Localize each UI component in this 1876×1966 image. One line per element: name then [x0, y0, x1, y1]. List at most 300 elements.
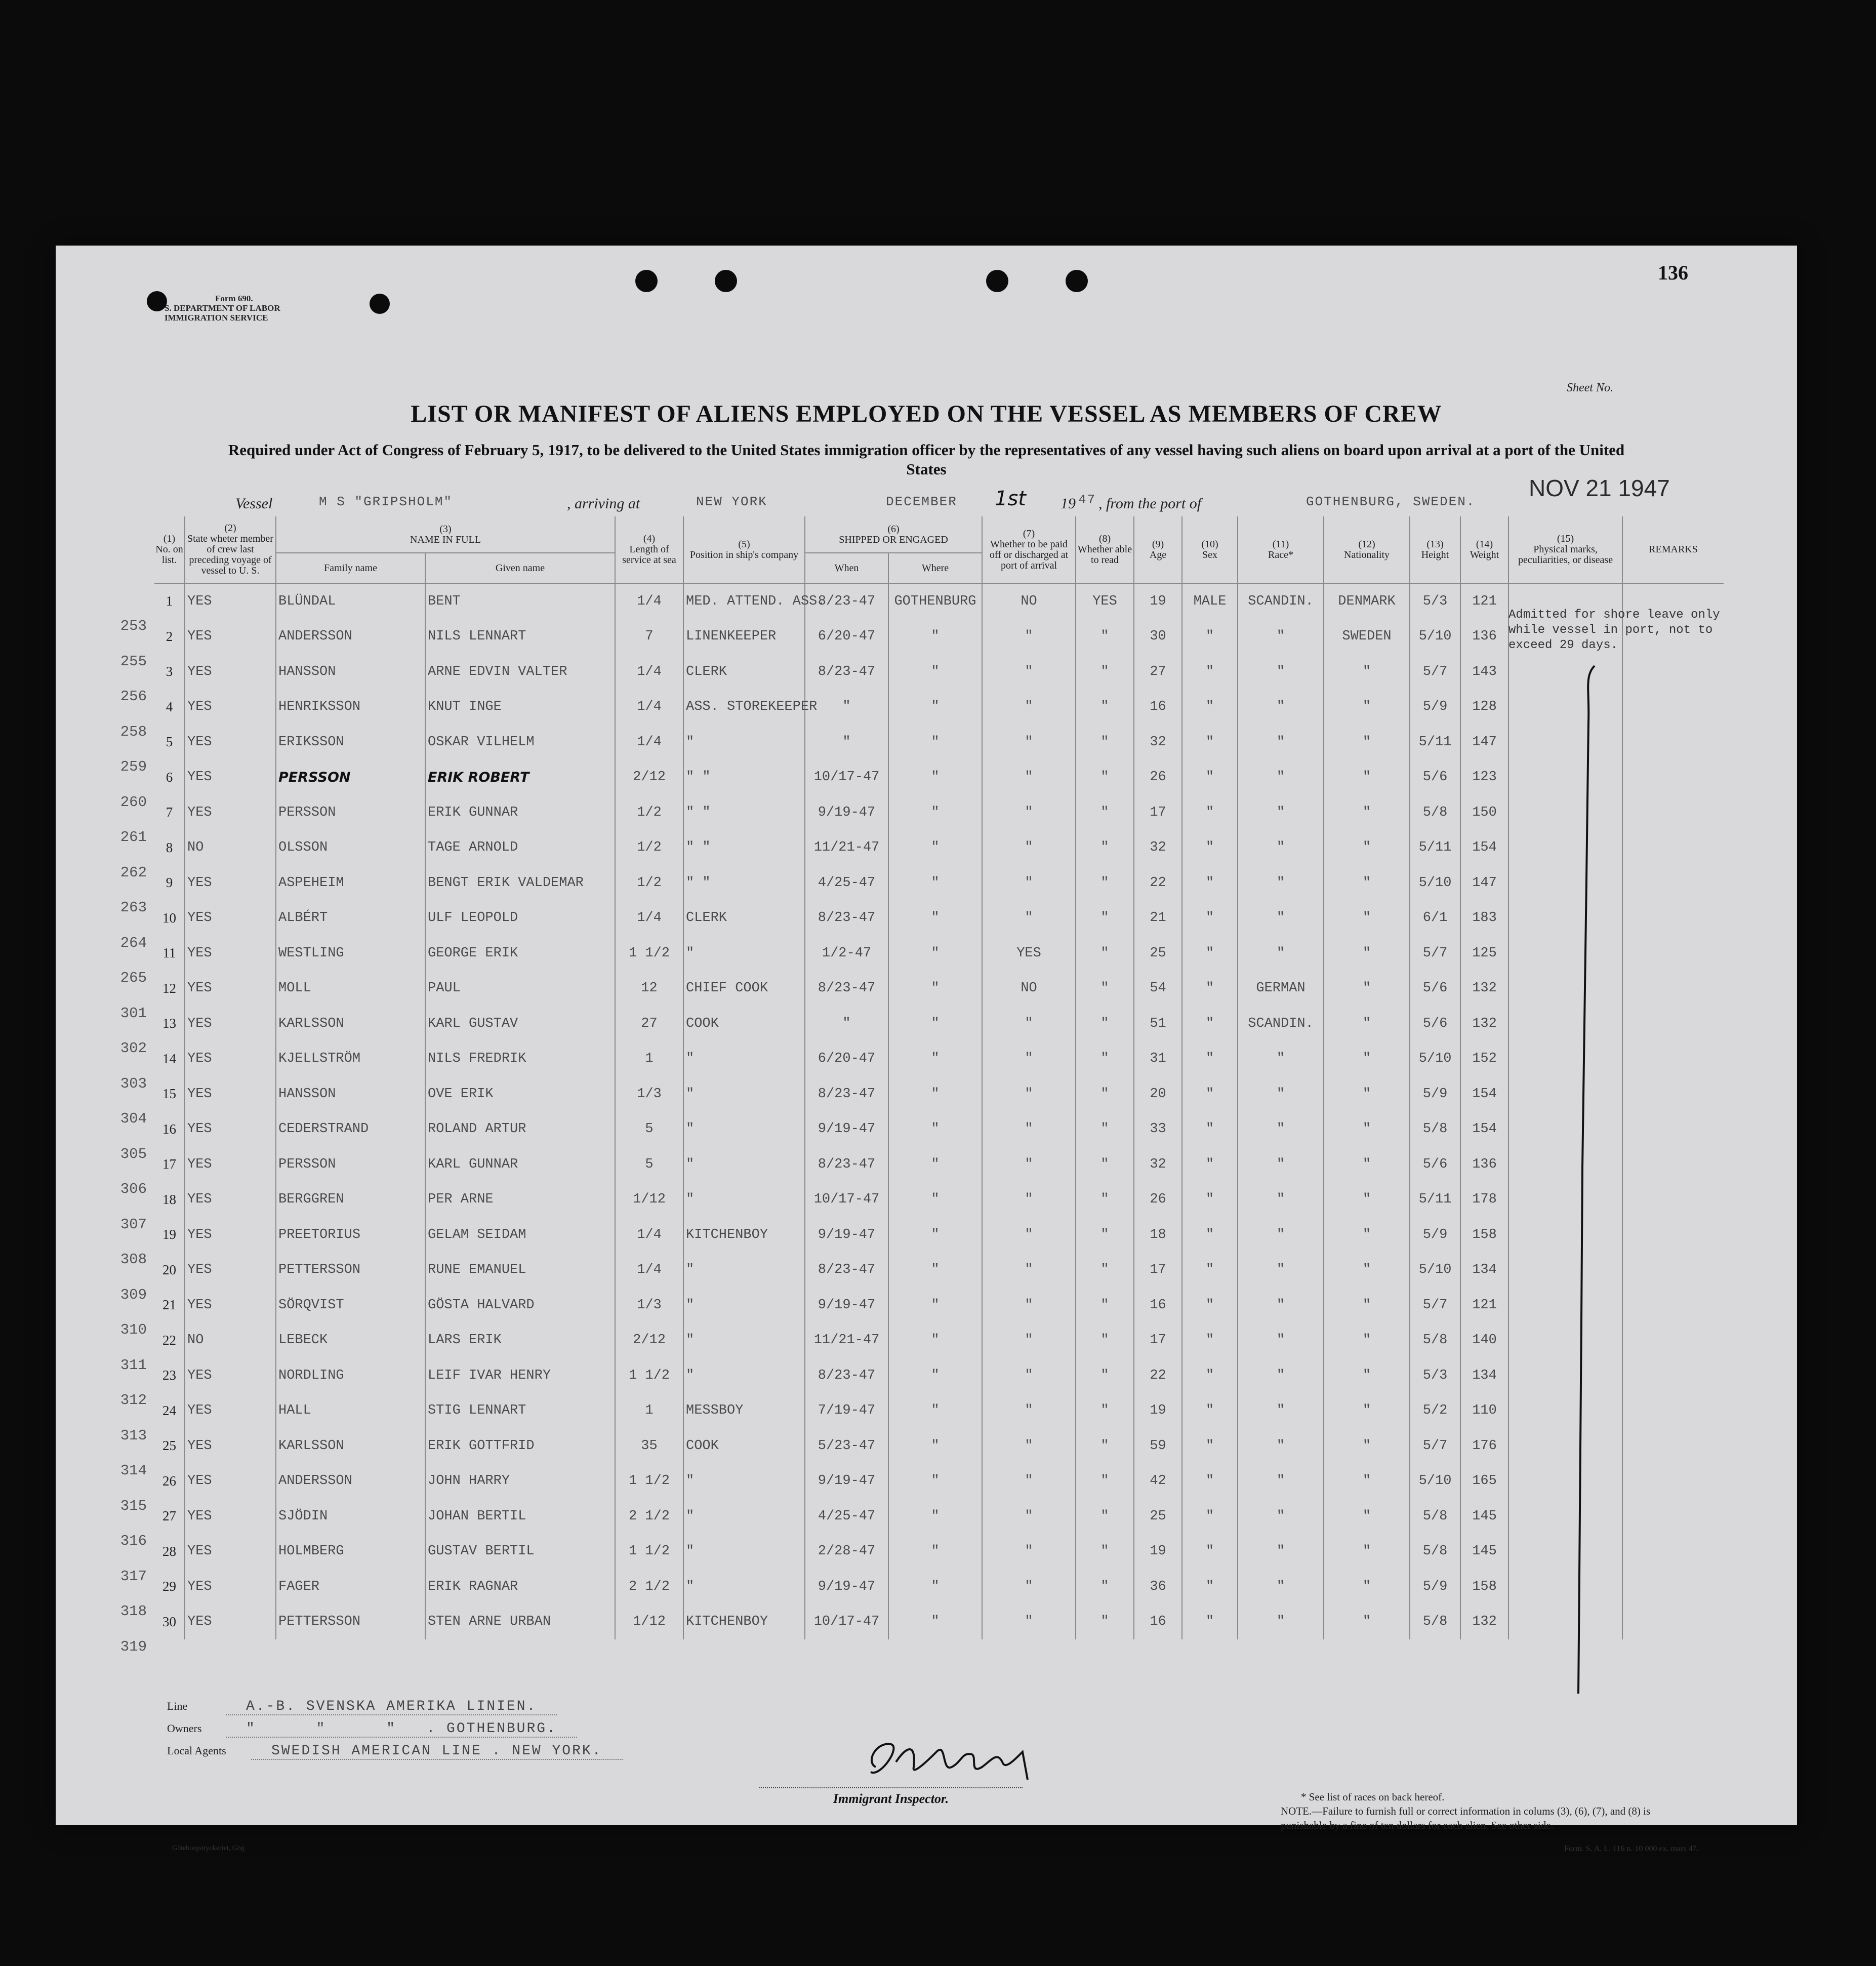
row-number: 25 — [162, 1438, 176, 1454]
margin-line-number: 307 — [120, 1216, 147, 1233]
inspector-label: Immigrant Inspector. — [759, 1787, 1023, 1807]
margin-line-number: 253 — [120, 618, 147, 634]
paid-off: " — [982, 1041, 1076, 1077]
height: 5/6 — [1410, 1006, 1460, 1041]
paid-off: " — [982, 1604, 1076, 1640]
position: " — [683, 1253, 805, 1288]
row-number: 15 — [162, 1086, 176, 1102]
height: 5/10 — [1410, 1041, 1460, 1077]
able-to-read: " — [1076, 1499, 1134, 1534]
table-row — [154, 1499, 1724, 1534]
table-row — [154, 1217, 1724, 1253]
row-number: 9 — [166, 875, 173, 891]
shipped-where: " — [888, 1217, 982, 1253]
given-name: STIG LENNART — [425, 1393, 615, 1429]
nationality: " — [1324, 1253, 1410, 1288]
remarks — [1622, 901, 1724, 936]
paid-off: " — [982, 865, 1076, 901]
race: " — [1238, 830, 1324, 866]
nationality: " — [1324, 1147, 1410, 1182]
table-row — [154, 725, 1724, 760]
table-row — [154, 1358, 1724, 1393]
race-note: * See list of races on back hereof. — [1301, 1791, 1445, 1803]
paid-off: " — [982, 1534, 1076, 1570]
able-to-read: " — [1076, 971, 1134, 1007]
age: 22 — [1134, 865, 1182, 901]
nationality: " — [1324, 795, 1410, 830]
height: 5/11 — [1410, 830, 1460, 866]
weight: 121 — [1460, 583, 1508, 619]
weight: 134 — [1460, 1253, 1508, 1288]
length-of-service: 5 — [615, 1112, 683, 1147]
printer-mark: Göteborgstryckeriet, Gbg. — [172, 1844, 247, 1852]
sex: " — [1182, 1112, 1238, 1147]
given-name: STEN ARNE URBAN — [425, 1604, 615, 1640]
table-row — [154, 1428, 1724, 1464]
race: " — [1238, 1217, 1324, 1253]
race: " — [1238, 1112, 1324, 1147]
position: " — [683, 1288, 805, 1323]
height: 5/6 — [1410, 971, 1460, 1007]
shipped-when: 8/23-47 — [805, 901, 888, 936]
table-row — [154, 830, 1724, 866]
able-to-read: " — [1076, 760, 1134, 795]
physical-marks — [1508, 654, 1622, 690]
physical-marks — [1508, 830, 1622, 866]
length-of-service: 1 1/2 — [615, 1534, 683, 1570]
age: 19 — [1134, 583, 1182, 619]
given-name: ROLAND ARTUR — [425, 1112, 615, 1147]
length-of-service: 1/4 — [615, 583, 683, 619]
position: " — [683, 1076, 805, 1112]
penalty-note: NOTE.—Failure to furnish full or correct information in colums (3), (6), (7), and (8) is punishable by a fine of ten dollars for each alien. See other side. — [1281, 1805, 1651, 1831]
race: SCANDIN. — [1238, 1006, 1324, 1041]
table-row — [154, 1464, 1724, 1499]
table-row — [154, 795, 1724, 830]
margin-line-number: 314 — [120, 1462, 147, 1479]
age: 18 — [1134, 1217, 1182, 1253]
shipped-when: 8/23-47 — [805, 971, 888, 1007]
owners-value: " " " . GOTHENBURG. — [226, 1721, 577, 1738]
sex: " — [1182, 865, 1238, 901]
position: " — [683, 1147, 805, 1182]
length-of-service: 1/3 — [615, 1076, 683, 1112]
col-physical-header: (15) Physical marks, peculiarities, or disease — [1508, 516, 1622, 583]
age: 26 — [1134, 760, 1182, 795]
row-number: 22 — [162, 1332, 176, 1348]
position: " — [683, 1041, 805, 1077]
shipped-when: 9/19-47 — [805, 1569, 888, 1604]
given-name: OVE ERIK — [425, 1076, 615, 1112]
nationality: " — [1324, 1358, 1410, 1393]
family-name: PETTERSSON — [276, 1253, 425, 1288]
given-name: LEIF IVAR HENRY — [425, 1358, 615, 1393]
sheet-number: 136 — [1658, 261, 1688, 284]
shipped-when: 11/21-47 — [805, 830, 888, 866]
given-name: PER ARNE — [425, 1182, 615, 1218]
given-name: BENGT ERIK VALDEMAR — [425, 865, 615, 901]
paid-off: YES — [982, 936, 1076, 971]
height: 5/8 — [1410, 1323, 1460, 1358]
length-of-service: 1/2 — [615, 795, 683, 830]
height: 5/9 — [1410, 690, 1460, 725]
height: 5/9 — [1410, 1076, 1460, 1112]
state-cell: YES — [185, 1076, 276, 1112]
age: 31 — [1134, 1041, 1182, 1077]
row-number: 21 — [162, 1297, 176, 1313]
remarks — [1622, 760, 1724, 795]
race: " — [1238, 1358, 1324, 1393]
remarks — [1622, 830, 1724, 866]
margin-line-number: 265 — [120, 970, 147, 986]
paid-off: " — [982, 1393, 1076, 1429]
row-number: 2 — [166, 628, 173, 644]
position: CLERK — [683, 901, 805, 936]
shipped-where: " — [888, 1569, 982, 1604]
family-name: NORDLING — [276, 1358, 425, 1393]
given-name: OSKAR VILHELM — [425, 725, 615, 760]
nationality: " — [1324, 1499, 1410, 1534]
remarks — [1622, 795, 1724, 830]
position: " " — [683, 830, 805, 866]
state-cell: NO — [185, 830, 276, 866]
col-family-header: Family name — [276, 553, 425, 583]
able-to-read: " — [1076, 1464, 1134, 1499]
height: 5/2 — [1410, 1393, 1460, 1429]
weight: 136 — [1460, 1147, 1508, 1182]
shipped-where: " — [888, 795, 982, 830]
age: 54 — [1134, 971, 1182, 1007]
age: 32 — [1134, 830, 1182, 866]
shipped-when: 8/23-47 — [805, 1147, 888, 1182]
able-to-read: " — [1076, 830, 1134, 866]
row-number: 4 — [166, 699, 173, 714]
shipped-when: " — [805, 725, 888, 760]
sex: " — [1182, 725, 1238, 760]
paid-off: " — [982, 1569, 1076, 1604]
able-to-read: " — [1076, 1358, 1134, 1393]
race: " — [1238, 1569, 1324, 1604]
shipped-where: " — [888, 1358, 982, 1393]
row-number: 5 — [166, 734, 173, 750]
nationality: " — [1324, 1569, 1410, 1604]
family-name: HENRIKSSON — [276, 690, 425, 725]
col-nationality-header: (12) Nationality — [1324, 516, 1410, 583]
margin-line-number: 317 — [120, 1568, 147, 1585]
length-of-service: 7 — [615, 619, 683, 655]
family-name: CEDERSTRAND — [276, 1112, 425, 1147]
shipped-when: 9/19-47 — [805, 1112, 888, 1147]
nationality: " — [1324, 1288, 1410, 1323]
arrival-port: NEW YORK — [696, 494, 767, 509]
shipped-where: " — [888, 619, 982, 655]
shipped-where: " — [888, 1112, 982, 1147]
race: " — [1238, 936, 1324, 971]
age: 16 — [1134, 1604, 1182, 1640]
nationality: " — [1324, 1428, 1410, 1464]
physical-marks — [1508, 1217, 1622, 1253]
given-name: JOHN HARRY — [425, 1464, 615, 1499]
nationality: " — [1324, 1393, 1410, 1429]
length-of-service: 1/4 — [615, 1253, 683, 1288]
physical-marks — [1508, 1288, 1622, 1323]
given-name: GÖSTA HALVARD — [425, 1288, 615, 1323]
margin-line-number: 316 — [120, 1533, 147, 1549]
date-stamp: NOV 21 1947 — [1529, 475, 1670, 501]
physical-marks — [1508, 1428, 1622, 1464]
weight: 147 — [1460, 725, 1508, 760]
paid-off: " — [982, 1076, 1076, 1112]
margin-line-number: 302 — [120, 1040, 147, 1057]
weight: 152 — [1460, 1041, 1508, 1077]
physical-marks — [1508, 1534, 1622, 1570]
nationality: " — [1324, 1076, 1410, 1112]
table-row — [154, 1393, 1724, 1429]
table-row — [154, 1112, 1724, 1147]
sex: " — [1182, 1217, 1238, 1253]
col-sex-header: (10) Sex — [1182, 516, 1238, 583]
length-of-service: 2 1/2 — [615, 1499, 683, 1534]
race: " — [1238, 654, 1324, 690]
col-where-header: Where — [888, 553, 982, 583]
paid-off: " — [982, 619, 1076, 655]
given-name: ERIK RAGNAR — [425, 1569, 615, 1604]
paid-off: " — [982, 690, 1076, 725]
given-name: JOHAN BERTIL — [425, 1499, 615, 1534]
margin-line-number: 258 — [120, 723, 147, 740]
able-to-read: " — [1076, 1569, 1134, 1604]
family-name: WESTLING — [276, 936, 425, 971]
sex: " — [1182, 1006, 1238, 1041]
nationality: " — [1324, 1604, 1410, 1640]
position: KITCHENBOY — [683, 1217, 805, 1253]
nationality: " — [1324, 830, 1410, 866]
state-cell: YES — [185, 654, 276, 690]
remarks — [1622, 1428, 1724, 1464]
age: 22 — [1134, 1358, 1182, 1393]
race: " — [1238, 760, 1324, 795]
race: " — [1238, 1041, 1324, 1077]
table-row — [154, 1147, 1724, 1182]
height: 5/10 — [1410, 1464, 1460, 1499]
paid-off: " — [982, 1182, 1076, 1218]
state-cell: YES — [185, 1358, 276, 1393]
shipped-when: 9/19-47 — [805, 1288, 888, 1323]
table-row — [154, 1253, 1724, 1288]
shipped-when: 9/19-47 — [805, 1464, 888, 1499]
physical-marks — [1508, 725, 1622, 760]
family-name: ANDERSSON — [276, 1464, 425, 1499]
height: 6/1 — [1410, 901, 1460, 936]
physical-marks — [1508, 1323, 1622, 1358]
shipped-when: 11/21-47 — [805, 1323, 888, 1358]
col-length-header: (4) Length of service at sea — [615, 516, 683, 583]
state-cell: YES — [185, 1217, 276, 1253]
margin-line-number: 301 — [120, 1005, 147, 1022]
col-remarks-header: REMARKS — [1622, 516, 1724, 583]
race: " — [1238, 1253, 1324, 1288]
height: 5/10 — [1410, 1253, 1460, 1288]
nationality: " — [1324, 725, 1410, 760]
state-cell: YES — [185, 971, 276, 1007]
agents-value: SWEDISH AMERICAN LINE . NEW YORK. — [251, 1743, 623, 1760]
family-name: ASPEHEIM — [276, 865, 425, 901]
sex: " — [1182, 1534, 1238, 1570]
vessel-name: M S "GRIPSHOLM" — [319, 494, 453, 509]
able-to-read: " — [1076, 690, 1134, 725]
able-to-read: " — [1076, 1288, 1134, 1323]
margin-line-number: 311 — [120, 1356, 147, 1374]
col-age-header: (9) Age — [1134, 516, 1182, 583]
weight: 110 — [1460, 1393, 1508, 1429]
able-to-read: YES — [1076, 583, 1134, 619]
state-cell: YES — [185, 1428, 276, 1464]
state-cell: NO — [185, 1323, 276, 1358]
row-number: 24 — [162, 1402, 176, 1418]
paid-off: " — [982, 1217, 1076, 1253]
margin-line-number: 309 — [120, 1286, 147, 1303]
shipped-when: 8/23-47 — [805, 1358, 888, 1393]
length-of-service: 1/4 — [615, 725, 683, 760]
agents-label: Local Agents — [167, 1744, 226, 1757]
arriving-label: , arriving at — [567, 495, 640, 512]
state-cell: YES — [185, 760, 276, 795]
length-of-service: 2 1/2 — [615, 1569, 683, 1604]
sex: " — [1182, 795, 1238, 830]
paid-off: " — [982, 795, 1076, 830]
length-of-service: 1/4 — [615, 901, 683, 936]
family-name: ERIKSSON — [276, 725, 425, 760]
state-cell: YES — [185, 1147, 276, 1182]
state-cell: YES — [185, 725, 276, 760]
physical-marks — [1508, 760, 1622, 795]
weight: 123 — [1460, 760, 1508, 795]
margin-line-number: 319 — [120, 1638, 147, 1655]
family-name: BERGGREN — [276, 1182, 425, 1218]
sex: " — [1182, 654, 1238, 690]
physical-marks — [1508, 690, 1622, 725]
length-of-service: 2/12 — [615, 760, 683, 795]
table-row — [154, 1041, 1724, 1077]
sex: " — [1182, 1076, 1238, 1112]
paid-off: " — [982, 1323, 1076, 1358]
col-when-header: When — [805, 553, 888, 583]
remarks — [1622, 1569, 1724, 1604]
col-read-header: (8) Whether able to read — [1076, 516, 1134, 583]
length-of-service: 1 — [615, 1041, 683, 1077]
col-no-header: (1) No. on list. — [154, 516, 185, 583]
shipped-where: " — [888, 1323, 982, 1358]
nationality: " — [1324, 865, 1410, 901]
physical-marks — [1508, 936, 1622, 971]
sex: " — [1182, 619, 1238, 655]
table-row — [154, 1569, 1724, 1604]
age: 32 — [1134, 1147, 1182, 1182]
race: " — [1238, 1076, 1324, 1112]
weight: 158 — [1460, 1217, 1508, 1253]
agents-row — [167, 1743, 623, 1759]
shipped-when: 4/25-47 — [805, 865, 888, 901]
shipped-where: " — [888, 936, 982, 971]
race: " — [1238, 1428, 1324, 1464]
weight: 158 — [1460, 1569, 1508, 1604]
line-label: Line — [167, 1700, 188, 1712]
shipped-when: " — [805, 1006, 888, 1041]
table-row — [154, 936, 1724, 971]
position: LINENKEEPER — [683, 619, 805, 655]
weight: 125 — [1460, 936, 1508, 971]
shipped-where: " — [888, 1041, 982, 1077]
margin-line-number: 303 — [120, 1075, 147, 1092]
physical-marks — [1508, 795, 1622, 830]
table-row — [154, 1006, 1724, 1041]
position: " — [683, 1534, 805, 1570]
race: GERMAN — [1238, 971, 1324, 1007]
row-number: 10 — [162, 910, 176, 926]
race: " — [1238, 1323, 1324, 1358]
departure-port: GOTHENBURG, SWEDEN. — [1306, 494, 1476, 509]
physical-marks — [1508, 901, 1622, 936]
paid-off: " — [982, 1253, 1076, 1288]
owners-label: Owners — [167, 1722, 202, 1735]
state-cell: YES — [185, 619, 276, 655]
margin-line-number: 318 — [120, 1603, 147, 1620]
binding-hole — [715, 270, 737, 292]
remarks — [1622, 1006, 1724, 1041]
sex: " — [1182, 901, 1238, 936]
margin-line-number: 308 — [120, 1251, 147, 1268]
family-name: PERSSON — [276, 795, 425, 830]
margin-line-number: 313 — [120, 1427, 147, 1444]
paid-off: " — [982, 830, 1076, 866]
weight: 165 — [1460, 1464, 1508, 1499]
nationality: " — [1324, 1182, 1410, 1218]
height: 5/8 — [1410, 1112, 1460, 1147]
nationality: " — [1324, 1041, 1410, 1077]
weight: 147 — [1460, 865, 1508, 901]
state-cell: YES — [185, 1604, 276, 1640]
physical-marks — [1508, 1464, 1622, 1499]
margin-line-number: 261 — [120, 829, 147, 846]
physical-marks — [1508, 1041, 1622, 1077]
position: MESSBOY — [683, 1393, 805, 1429]
family-name: HOLMBERG — [276, 1534, 425, 1570]
physical-marks — [1508, 1006, 1622, 1041]
position: " — [683, 1499, 805, 1534]
remarks — [1622, 1253, 1724, 1288]
arrival-year: 47 — [1078, 492, 1096, 507]
able-to-read: " — [1076, 654, 1134, 690]
length-of-service: 1 1/2 — [615, 1464, 683, 1499]
margin-line-number: 306 — [120, 1181, 147, 1197]
able-to-read: " — [1076, 795, 1134, 830]
col-position-header: (5) Position in ship's company — [683, 516, 805, 583]
family-name: KARLSSON — [276, 1428, 425, 1464]
state-cell: YES — [185, 865, 276, 901]
row-number: 20 — [162, 1262, 176, 1277]
col-weight-header: (14) Weight — [1460, 516, 1508, 583]
row-number: 13 — [162, 1016, 176, 1031]
physical-marks — [1508, 1147, 1622, 1182]
shipped-where: " — [888, 1499, 982, 1534]
shipped-when: 10/17-47 — [805, 760, 888, 795]
sex: " — [1182, 760, 1238, 795]
shipped-where: " — [888, 971, 982, 1007]
given-name: ERIK GUNNAR — [425, 795, 615, 830]
row-number: 8 — [166, 839, 173, 855]
family-name: KJELLSTRÖM — [276, 1041, 425, 1077]
shipped-where: " — [888, 1428, 982, 1464]
